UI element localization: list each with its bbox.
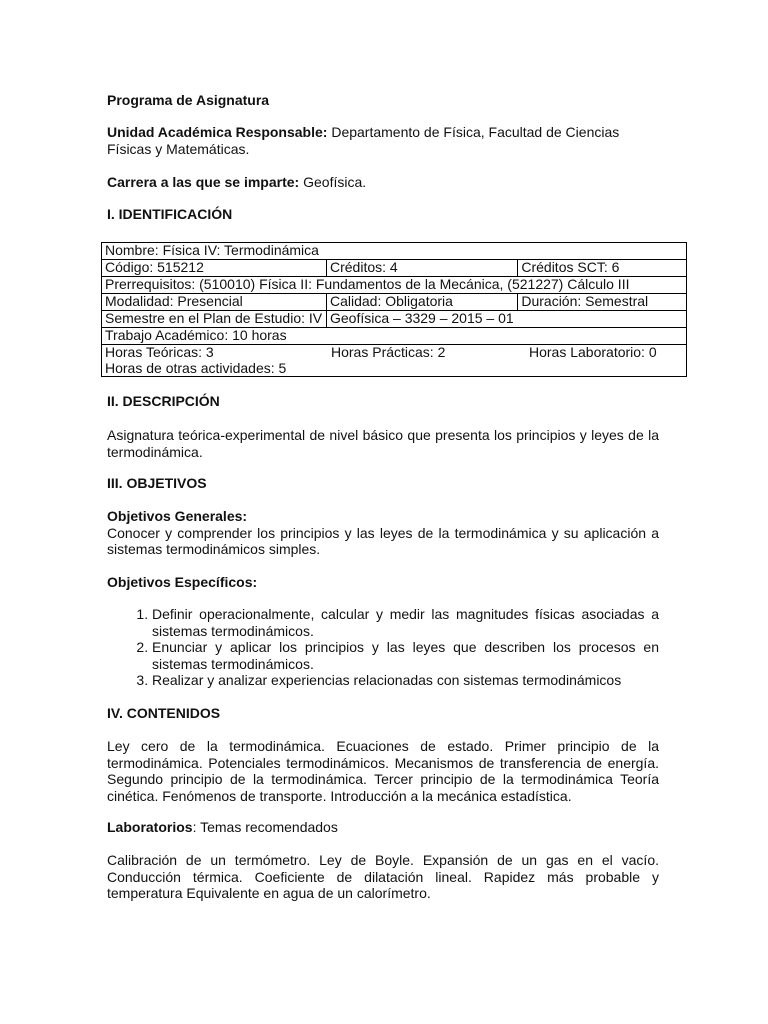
section-objetivos: III. OBJETIVOS [107,475,207,491]
objetivos-generales [107,508,659,558]
unidad-label: Unidad Académica Responsable: [107,124,328,140]
table-row [102,243,687,260]
objetivos-generales-label: Objetivos Generales: [107,508,248,524]
plan-cell: Geofísica – 3329 – 2015 – 01 [326,311,686,328]
table-row [102,328,687,345]
table-row [102,294,687,311]
objetivos-generales-text: Conocer y comprender los principios y las leyes de la termodinámica y su aplicación a sistemas termodinámicos simples. [107,524,659,557]
table-row [102,260,687,277]
laboratorios-value: : Temas recomendados [192,819,338,835]
laboratorios-label: Laboratorios [107,819,193,835]
horas-cell [102,345,687,377]
horas-otras: Horas de otras actividades: 5 [105,359,287,376]
calidad-cell: Calidad: Obligatoria [326,294,517,311]
laboratorios-heading [107,819,659,836]
objetivos-especificos-label: Objetivos Específicos: [107,574,258,590]
laboratorios-text: Calibración de un termómetro. Ley de Boyle. Expansión de un gas en el vacío. Conducción térmica. Coeficiente de dilatación lineal. Rapidez más probable y temperatura Equivalente en agua de un calorímetro. [107,852,659,901]
carrera-label: Carrera a las que se imparte: [107,174,300,190]
duracion-cell: Duración: Semestral [518,294,687,311]
section-contenidos: IV. CONTENIDOS [107,705,221,721]
carrera [107,174,659,191]
table-row [102,277,687,294]
table-row [102,311,687,328]
prerrequisitos-cell: Prerrequisitos: (510010) Física II: Fundamentos de la Mecánica, (521227) Cálculo III [102,277,687,294]
horas-teoricas: Horas Teóricas: 3 [105,344,214,360]
document-title: Programa de Asignatura [107,92,270,108]
contenidos-text: Ley cero de la termodinámica. Ecuaciones de estado. Primer principio de la termodinámica. Potenciales termodinámicos. Mecanismos de transferencia de energía. Segundo principio de la termodinámica. Tercer principio de la termodinámica Teoría cinética. Fenómenos de transporte. Introducción a la mecánica estadística. [107,738,659,804]
creditos-cell: Créditos: 4 [326,260,517,277]
codigo-cell: Código: 515212 [102,260,327,277]
nombre-cell: Nombre: Física IV: Termodinámica [102,243,687,260]
horas-laboratorio: Horas Laboratorio: 0 [529,344,657,360]
identification-table [101,242,687,377]
unidad-academica [107,124,659,157]
carrera-value: Geofísica. [299,174,367,190]
creditos-sct-cell: Créditos SCT: 6 [518,260,687,277]
list-item: 2. Enunciar y aplicar los principios y las leyes que describen los procesos en sistemas termodinámicos. [152,639,659,672]
modalidad-cell: Modalidad: Presencial [102,294,327,311]
section-descripcion: II. DESCRIPCIÓN [107,393,220,409]
section-identificacion: I. IDENTIFICACIÓN [107,206,233,222]
table-row [102,345,687,377]
objetivos-especificos-list [107,606,659,689]
unidad-value: Departamento de Física, Facultad de Ciencias Físicas y Matemáticas. [107,124,620,157]
semestre-cell: Semestre en el Plan de Estudio: IV [102,311,327,328]
horas-line [105,345,683,361]
horas-practicas: Horas Prácticas: 2 [331,344,446,360]
list-item: 3. Realizar y analizar experiencias relacionadas con sistemas termodinámicos [152,672,659,689]
trabajo-cell: Trabajo Académico: 10 horas [102,328,687,345]
list-item: 1. Definir operacionalmente, calcular y medir las magnitudes físicas asociadas a sistemas termodinámicos. [152,606,659,639]
descripcion-text: Asignatura teórica-experimental de nivel básico que presenta los principios y leyes de la termodinámica. [107,427,659,460]
